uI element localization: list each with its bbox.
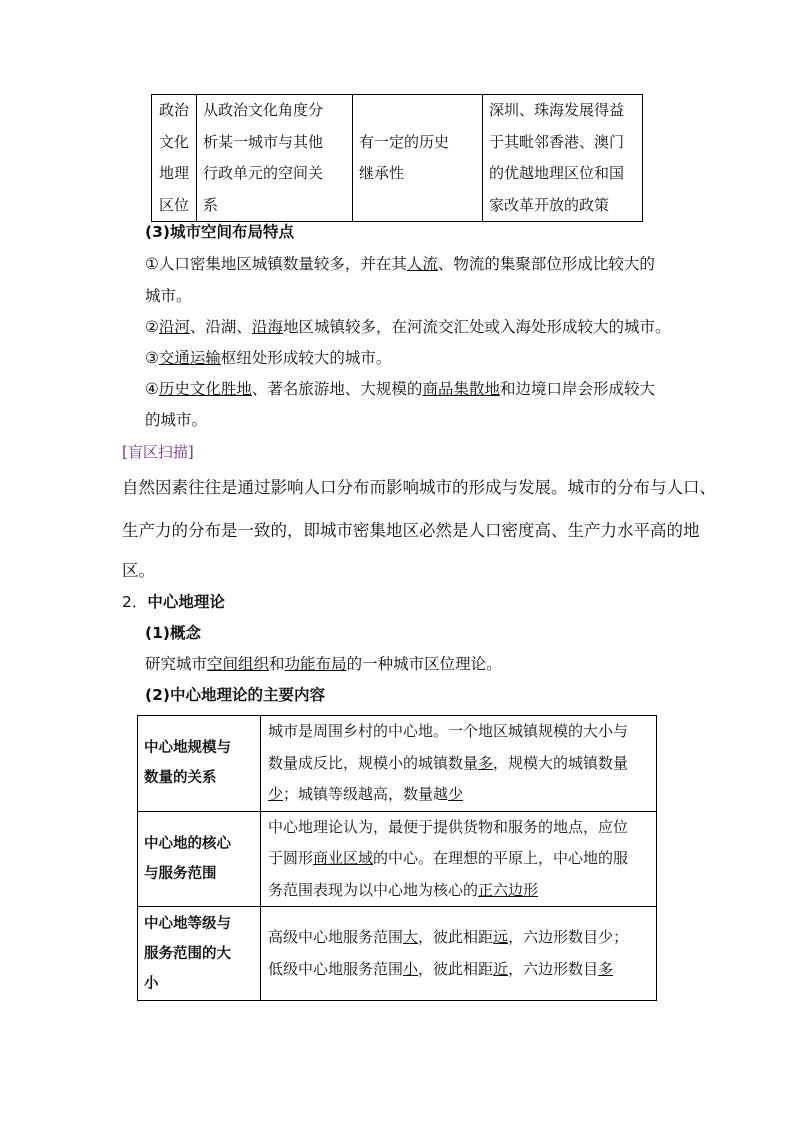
cell-line: 中心地的核心 [144,835,231,852]
underlined-text: 沿河 [158,318,190,336]
cell-line [268,748,649,780]
text: 高级中心地服务范围 [268,928,404,946]
subsection-heading: (2)中心地理论的主要内容 [145,686,325,704]
cell-line: 数量的关系 [144,770,217,787]
subsection-heading: (1)概念 [145,624,201,642]
underlined-text: 多 [478,753,494,772]
cell-line [268,922,649,954]
table-cell [152,95,197,222]
cell-line: 中心地理论认为，最便于提供货物和服务的地点，应位 [268,817,629,836]
cell-line: 家改革开放的政策 [489,195,610,214]
section-heading [122,592,225,612]
text: 于圆形 [268,849,314,867]
underlined-text: 大 [403,928,419,946]
underlined-text: 正六边形 [478,880,539,899]
table-row [138,716,657,812]
text: ，规模大的城镇数量 [493,753,629,772]
text: 、沿湖、 [189,318,252,336]
cell-line: 小 [144,975,159,992]
paragraph-line [145,379,655,399]
cell-line: 继承性 [359,164,405,182]
table-cell [483,95,643,222]
table-cell [261,907,657,1001]
cell-line: 从政治文化角度分 [203,101,324,119]
cell-line: 区位 [158,195,189,214]
cell-line [268,954,649,986]
table-cell [138,811,261,907]
underlined-text: 沿海 [251,318,283,336]
central-place-table [137,715,657,1001]
section-title: 中心地理论 [147,593,225,611]
table-cell [261,811,657,907]
table-row [138,811,657,907]
text: 务范围表现为以中心地为核心的 [268,880,479,899]
text: 研究城市 [145,655,208,673]
paragraph-line: 自然因素往往是通过影响人口分布而影响城市的形成与发展。城市的分布与人口、 [122,478,716,497]
cell-line: 深圳、珠海发展得益 [489,101,625,119]
paragraph-line: 城市。 [145,287,192,305]
text: 和边境口岸会形成较大 [499,380,655,398]
paragraph-line [145,254,655,274]
text: 的中心。在理想的平原上，中心地的服 [373,849,629,867]
text: 、物流的集聚部位形成比较大的 [437,255,655,273]
cell-line: 的优越地理区位和国 [489,164,625,182]
underlined-text: 少 [268,785,284,803]
blind-spot-tag: [盲区扫描] [122,443,194,461]
cell-line: 服务范围的大 [144,945,231,962]
cell-line: 文化 [158,132,189,151]
table-cell [353,95,483,222]
paragraph-line: 生产力的分布是一致的，即城市密集地区必然是人口密度高、生产力水平高的地 [122,521,700,540]
text: 低级中心地服务范围 [268,959,404,978]
underlined-text: 商品集散地 [422,380,500,398]
underlined-text: 近 [493,959,509,978]
underlined-text: 远 [493,928,509,946]
cell-line [268,875,649,907]
text: ，彼此相距 [418,959,494,978]
text: 地区城镇较多，在河流交汇处或入海处形成较大的城市。 [282,318,671,336]
table-cell [261,716,657,812]
section-heading: (3)城市空间布局特点 [145,223,294,241]
text: 的一种城市区位理论。 [346,655,502,673]
text: 数量成反比，规模小的城镇数量 [268,753,479,772]
text: ，六边形数目 [508,959,599,978]
text: ② [145,318,159,336]
paragraph-line [145,654,502,674]
text: 枢纽处形成较大的城市。 [220,349,392,367]
table-cell [138,716,261,812]
table-cell [138,907,261,1001]
text: ，六边形数目少； [508,928,629,946]
section-number: 2． [122,593,148,611]
table-row [138,907,657,1001]
location-table [151,94,643,222]
cell-line: 有一定的历史 [359,132,450,151]
underlined-text: 小 [403,959,419,978]
text: 和 [269,655,285,673]
text: 、著名旅游地、大规模的 [251,380,423,398]
cell-line: 政治 [158,101,189,119]
cell-line: 城市是周围乡村的中心地。一个地区城镇规模的大小与 [268,722,629,740]
underlined-text: 商业区域 [313,849,374,867]
cell-line: 与服务范围 [144,865,217,882]
text: ；城镇等级越高，数量越 [283,785,449,803]
table-cell [197,95,353,222]
cell-line: 行政单元的空间关 [203,164,324,182]
text: ④ [145,380,159,398]
text: ①人口密集地区城镇数量较多，并在其 [145,255,407,273]
cell-line [268,779,649,811]
cell-line: 地理 [158,164,189,182]
cell-line: 中心地规模与 [144,740,231,757]
underlined-text: 多 [598,959,614,978]
underlined-text: 空间组织 [207,655,270,673]
underlined-text: 少 [448,785,464,803]
table-row [152,95,643,222]
text: ③ [145,349,159,367]
cell-line [268,843,649,875]
cell-line: 系 [203,195,219,214]
paragraph-line: 区。 [122,561,155,580]
cell-line: 于其毗邻香港、澳门 [489,132,625,151]
paragraph-line [145,317,670,337]
cell-line: 中心地等级与 [144,915,231,932]
text: ，彼此相距 [418,928,494,946]
cell-line: 析某一城市与其他 [203,132,324,151]
paragraph-line [145,348,391,368]
paragraph-line: 的城市。 [145,411,208,429]
underlined-text: 交通运输 [158,349,221,367]
underlined-text: 人流 [406,255,438,273]
underlined-text: 历史文化胜地 [158,380,252,398]
underlined-text: 功能布局 [284,655,347,673]
